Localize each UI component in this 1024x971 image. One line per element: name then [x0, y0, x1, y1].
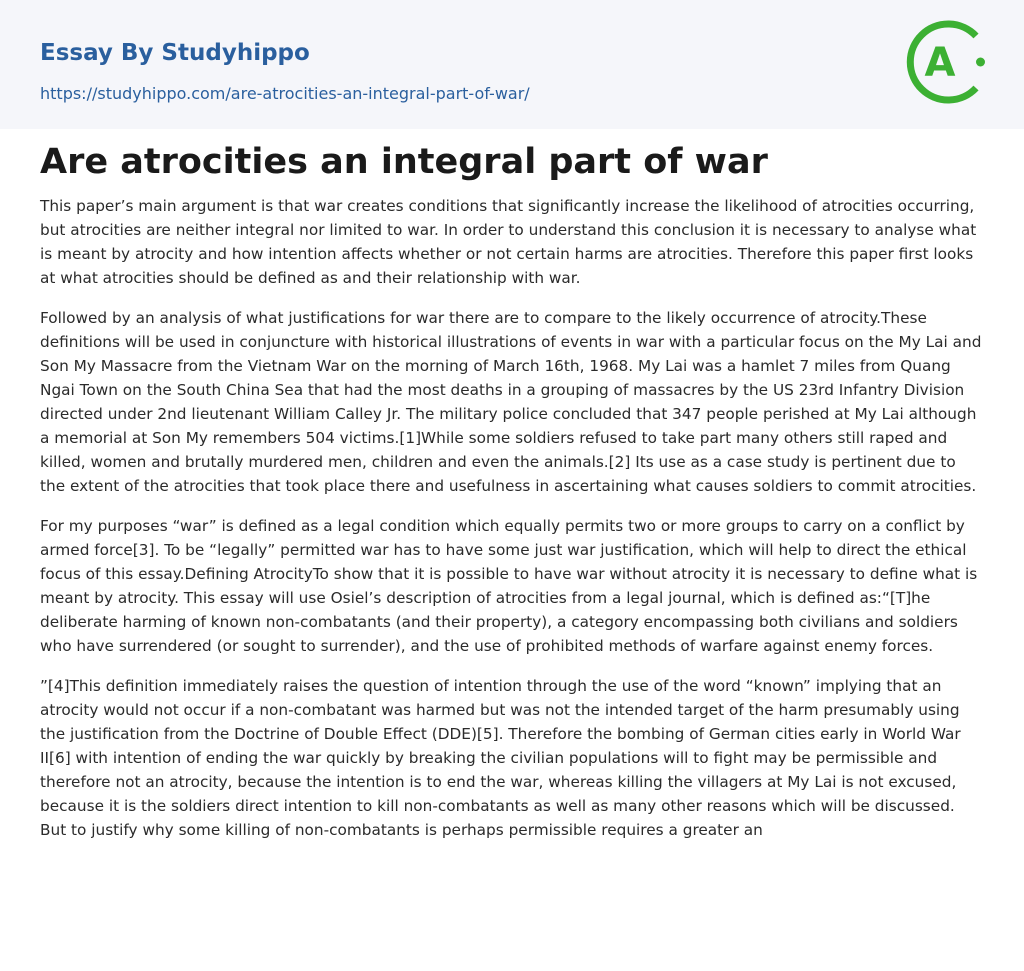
paragraph-1: This paper’s main argument is that war creates conditions that significantly increase the likelihood of atrocities occurring, but atrocities are neither integral nor limited to war. In order to understand this conclusion it is necessary to analyse what is meant by atrocity and how intention affects whether or not certain harms are atrocities. Therefore this paper first looks at what atrocities should be defined as and their relationship with war.: [40, 197, 977, 287]
paragraph-3: For my purposes “war” is defined as a legal condition which equally permits two or more groups to carry on a conflict by armed force[3]. To be “legally” permitted war has to have some just war justification, which will help to direct the ethical focus of this essay.Defining AtrocityTo show that it is possible to have war without atrocity it is necessary to define what is meant by atrocity. This essay will use Osiel’s description of atrocities from a legal journal, which is defined as:“[T]he deliberate harming of known non-combatants (and their property), a category encompassing both civilians and soldiers who have surrendered (or sought to surrender), and the use of prohibited methods of warfare against enemy forces.: [40, 517, 978, 655]
site-brand[interactable]: Essay By Studyhippo: [40, 40, 310, 66]
source-url-link[interactable]: https://studyhippo.com/are-atrocities-an-integral-part-of-war/: [40, 84, 530, 103]
paragraph-2: Followed by an analysis of what justifications for war there are to compare to the likely occurrence of atrocity.These definitions will be used in conjuncture with historical illustrations of events in war with a particular focus on the My Lai and Son My Massacre from the Vietnam War on the morning of March 16th, 1968. My Lai was a hamlet 7 miles from Quang Ngai Town on the South China Sea that had the most deaths in a grouping of massacres by the US 23rd Infantry Division directed under 2nd lieutenant William Calley Jr. The military police concluded that 347 people perished at My Lai although a memorial at Son My remembers 504 victims.[1]While some soldiers refused to take part many others still raped and killed, women and brutally murdered men, children and even the animals.[2] Its use as a case study is pertinent due to the extent of the atrocities that took place there and usefulness in ascertaining what causes soldiers to commit atrocities.: [40, 309, 982, 495]
studyhippo-logo-icon[interactable]: [906, 19, 988, 105]
article-body: [40, 194, 984, 858]
site-header: [0, 0, 1024, 129]
page-title: Are atrocities an integral part of war: [40, 142, 768, 182]
logo-letter: A: [924, 40, 956, 86]
paragraph-4: ”[4]This definition immediately raises the question of intention through the use of the word “known” implying that an atrocity would not occur if a non-combatant was harmed but was not the intended target of the harm presumably using the justification from the Doctrine of Double Effect (DDE)[5]. Therefore the bombing of German cities early in World War II[6] with intention of ending the war quickly by breaking the civilian populations will to fight may be permissible and therefore not an atrocity, because the intention is to end the war, whereas killing the villagers at My Lai is not excused, because it is the soldiers direct intention to kill non-combatants as well as many other reasons which will be discussed. But to justify why some killing of non-combatants is perhaps permissible requires a greater an: [40, 677, 961, 839]
